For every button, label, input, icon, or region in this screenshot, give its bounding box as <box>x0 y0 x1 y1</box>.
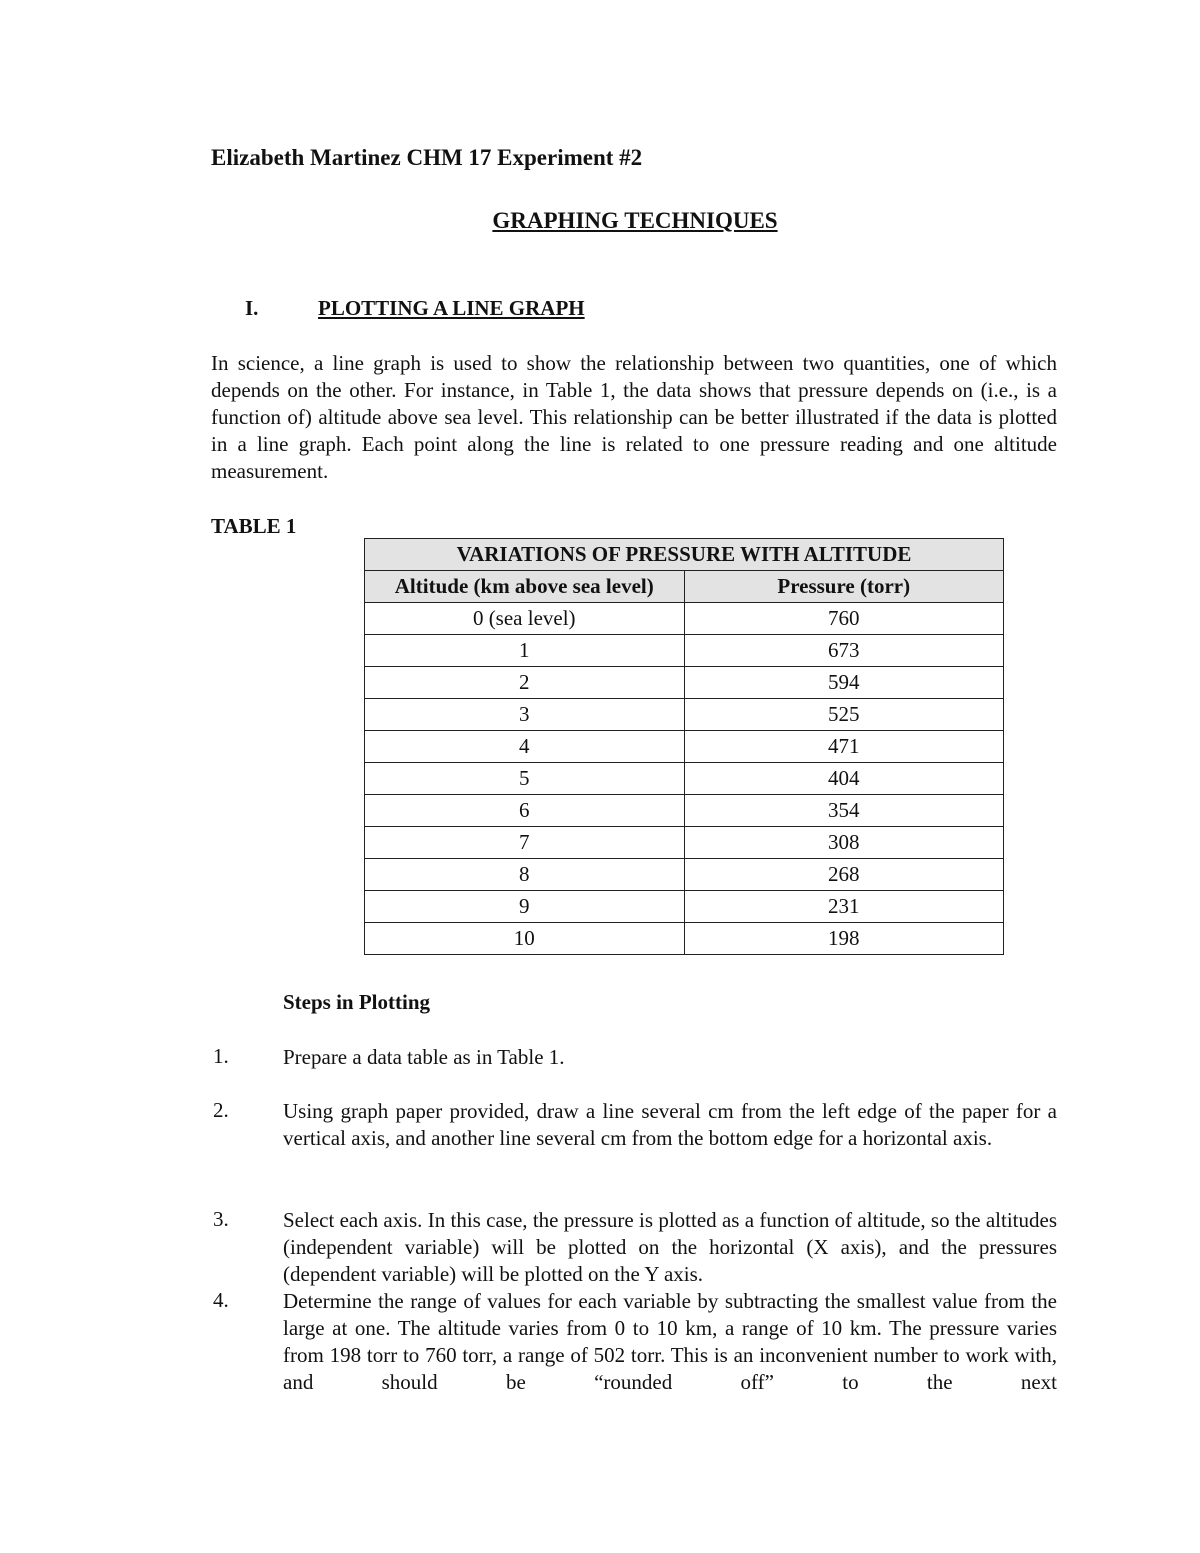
step-text: Prepare a data table as in Table 1. <box>283 1045 565 1069</box>
pressure-cell: 268 <box>684 859 1004 891</box>
step-text: Using graph paper provided, draw a line several cm from the left edge of the paper for a vertical axis, and another line several cm from the bottom edge for a horizontal axis. <box>283 1099 1057 1150</box>
table-row <box>365 603 1004 635</box>
intro-paragraph: In science, a line graph is used to show the relationship between two quantities, one of which depends on the other. For instance, in Table 1, the data shows that pressure depends on (i.e., is a function of) altitude above sea level. This relationship can be better illustrated if the data is plotted in a line graph. Each point along the line is related to one pressure reading and one altitude measurement. <box>211 351 1057 483</box>
document-header: Elizabeth Martinez CHM 17 Experiment #2 <box>211 145 643 170</box>
altitude-cell: 2 <box>365 667 685 699</box>
steps-heading: Steps in Plotting <box>283 990 431 1014</box>
altitude-cell: 1 <box>365 635 685 667</box>
document-title: GRAPHING TECHNIQUES <box>492 208 778 233</box>
pressure-cell: 525 <box>684 699 1004 731</box>
altitude-cell: 4 <box>365 731 685 763</box>
pressure-cell: 308 <box>684 827 1004 859</box>
pressure-cell: 354 <box>684 795 1004 827</box>
table-row <box>365 763 1004 795</box>
step-text: Determine the range of values for each variable by subtracting the smallest value from the large at one. The altitude varies from 0 to 10 km, a range of 10 km. The pressure varies from 198 torr to 760 torr, a range of 502 torr. This is an inconvenient number to work with, and should be “rounded off” to the next <box>283 1289 1057 1394</box>
pressure-cell: 231 <box>684 891 1004 923</box>
table-caption: VARIATIONS OF PRESSURE WITH ALTITUDE <box>365 539 1004 571</box>
table-row <box>365 859 1004 891</box>
step-number: 3. <box>213 1207 229 1231</box>
pressure-cell: 404 <box>684 763 1004 795</box>
column-header-pressure: Pressure (torr) <box>684 571 1004 603</box>
altitude-cell: 8 <box>365 859 685 891</box>
pressure-cell: 760 <box>684 603 1004 635</box>
altitude-cell: 10 <box>365 923 685 955</box>
table-row <box>365 699 1004 731</box>
pressure-cell: 594 <box>684 667 1004 699</box>
altitude-cell: 3 <box>365 699 685 731</box>
step-number: 4. <box>213 1288 229 1312</box>
column-header-altitude: Altitude (km above sea level) <box>365 571 685 603</box>
altitude-cell: 6 <box>365 795 685 827</box>
altitude-cell: 9 <box>365 891 685 923</box>
table-row <box>365 827 1004 859</box>
pressure-cell: 198 <box>684 923 1004 955</box>
altitude-cell: 7 <box>365 827 685 859</box>
table-row <box>365 635 1004 667</box>
table-row <box>365 795 1004 827</box>
step-number: 2. <box>213 1098 229 1122</box>
table-row <box>365 667 1004 699</box>
pressure-cell: 673 <box>684 635 1004 667</box>
table-row <box>365 923 1004 955</box>
pressure-cell: 471 <box>684 731 1004 763</box>
pressure-altitude-table <box>364 538 1004 955</box>
altitude-cell: 0 (sea level) <box>365 603 685 635</box>
step-number: 1. <box>213 1044 229 1068</box>
section-title: PLOTTING A LINE GRAPH <box>318 296 585 320</box>
section-number: I. <box>245 296 259 320</box>
table-label: TABLE 1 <box>211 514 297 538</box>
table-row <box>365 731 1004 763</box>
table-row <box>365 891 1004 923</box>
altitude-cell: 5 <box>365 763 685 795</box>
step-text: Select each axis. In this case, the pressure is plotted as a function of altitude, so the altitudes (independent variable) will be plotted on the horizontal (X axis), and the pressures (dependent variable) will be plotted on the Y axis. <box>283 1208 1057 1286</box>
